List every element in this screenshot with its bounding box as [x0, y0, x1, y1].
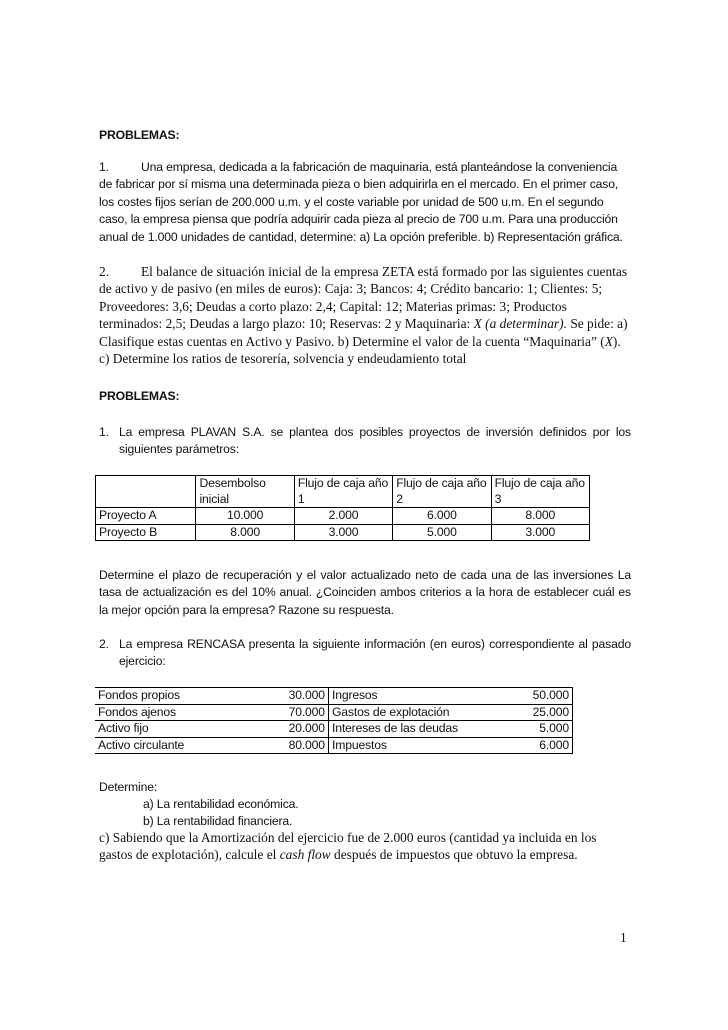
table-cell: Fondos ajenos	[95, 704, 262, 721]
determine-label: Determine:	[99, 780, 158, 794]
question-1	[99, 424, 631, 459]
table-cell: 3.000	[491, 524, 589, 541]
item-c-text: c) Sabiendo que la Amortización del ejercicio fue de 2.000 euros (cantidad ya incluida en los gastos de explotación), calcule el	[99, 830, 597, 863]
question-text: La empresa PLAVAN S.A. se plantea dos posibles proyectos de inversión definidos por los siguientes parámetros:	[119, 425, 631, 457]
table-row	[95, 688, 573, 705]
table-cell: 70.000	[262, 704, 329, 721]
table-cell: 20.000	[262, 721, 329, 738]
page-number: 1	[620, 930, 627, 945]
table-cell: 2.000	[294, 508, 392, 525]
table-row	[96, 508, 590, 525]
table-cell: Proyecto A	[96, 508, 196, 525]
question-number: 1.	[99, 425, 109, 439]
table-cell: 6.000	[393, 508, 491, 525]
table-row	[96, 524, 590, 541]
question-1-followup: Determine el plazo de recuperación y el valor actualizado neto de cada una de las inversiones La tasa de actualización es del 10% anual. ¿Coinciden ambos criterios a la hora de establecer cuál es la mejor opción para la empresa? Razone su respuesta.	[99, 568, 631, 617]
table-cell: 10.000	[196, 508, 294, 525]
table-cell: 25.000	[506, 704, 573, 721]
table-cell: Proyecto B	[96, 524, 196, 541]
table-header-cell: Flujo de caja año 3	[491, 476, 589, 508]
table-cell: 80.000	[262, 737, 329, 754]
problem-text: Una empresa, dedicada a la fabricación de maquinaria, está planteándose la conveniencia de fabricar por sí misma una determinada pieza o bien adquirirla en el mercado. En el primer caso, los costes fijos serían de 200.000 u.m. y el coste variable por unidad de 500 u.m. En el segundo caso, la empresa piensa que podría adquirir cada pieza al precio de 700 u.m. Para una producción anual de 1.000 unidades de cantidad, determine: a) La opción preferible. b) Representación gráfica.	[99, 160, 623, 244]
section-heading: PROBLEMAS:	[99, 389, 180, 403]
table-cell: Activo circulante	[95, 737, 262, 754]
table-cell: 3.000	[294, 524, 392, 541]
table-header-row	[96, 476, 590, 508]
table-cell: 30.000	[262, 688, 329, 705]
problem-text-part: ). c) Determine los ratios de tesorería, solvencia y endeudamiento total	[99, 333, 621, 367]
item-c-italic: cash flow	[279, 847, 331, 863]
investment-projects-table	[95, 475, 590, 541]
question-number: 2.	[99, 637, 109, 651]
problem-1-paragraph	[99, 159, 631, 246]
table-row	[95, 721, 573, 738]
question-2	[99, 636, 631, 671]
table-cell: 50.000	[506, 688, 573, 705]
table-row	[95, 704, 573, 721]
problem-text-part: El balance de situación inicial de la empresa ZETA está formado por las siguientes cuentas de activo y de pasivo (en miles de euros): Caja: 3; Bancos: 4; Crédito bancario: 1; Clientes: 5; Proveedores: 3,6; Deudas a corto plazo: 2,4; Capital: 12; Materias primas: 3; Productos terminados: 2,5; Deudas a largo plazo: 10; Reservas: 2 y Maquinaria:	[99, 264, 628, 332]
table-header-cell	[96, 476, 196, 508]
table-cell: Fondos propios	[95, 688, 262, 705]
problem-text-part: Se pide: a) Clasifique estas cuentas en Activo y Pasivo. b) Determine el valor de la cuenta “Maquinaria” (	[99, 316, 628, 349]
table-row	[95, 737, 573, 754]
table-cell: Ingresos	[328, 688, 505, 705]
section-heading: PROBLEMAS:	[99, 128, 180, 142]
table-cell: 8.000	[196, 524, 294, 541]
table-cell: Impuestos	[328, 737, 505, 754]
table-header-cell: Flujo de caja año 2	[393, 476, 491, 508]
table-cell: 5.000	[506, 721, 573, 738]
table-cell: 5.000	[393, 524, 491, 541]
table-cell: 6.000	[506, 737, 573, 754]
problem-text-italic: X (a determinar).	[473, 316, 567, 332]
table-header-cell: Flujo de caja año 1	[294, 476, 392, 508]
problem-number: 1.	[99, 160, 109, 174]
problem-text-italic: X	[604, 333, 613, 349]
question-text: La empresa RENCASA presenta la siguiente información (en euros) correspondiente al pasado ejercicio:	[119, 637, 631, 669]
table-header-cell: Desembolso inicial	[196, 476, 294, 508]
list-item-c	[99, 829, 631, 864]
table-cell: Gastos de explotación	[328, 704, 505, 721]
list-item-b: b) La rentabilidad financiera.	[143, 814, 293, 828]
problem-2-paragraph	[99, 263, 631, 367]
financial-info-table	[95, 687, 573, 754]
table-cell: 8.000	[491, 508, 589, 525]
table-cell: Intereses de las deudas	[328, 721, 505, 738]
table-cell: Activo fijo	[95, 721, 262, 738]
list-item-a: a) La rentabilidad económica.	[143, 797, 299, 811]
problem-number: 2.	[99, 264, 110, 279]
item-c-text: después de impuestos que obtuvo la empresa.	[334, 847, 578, 863]
